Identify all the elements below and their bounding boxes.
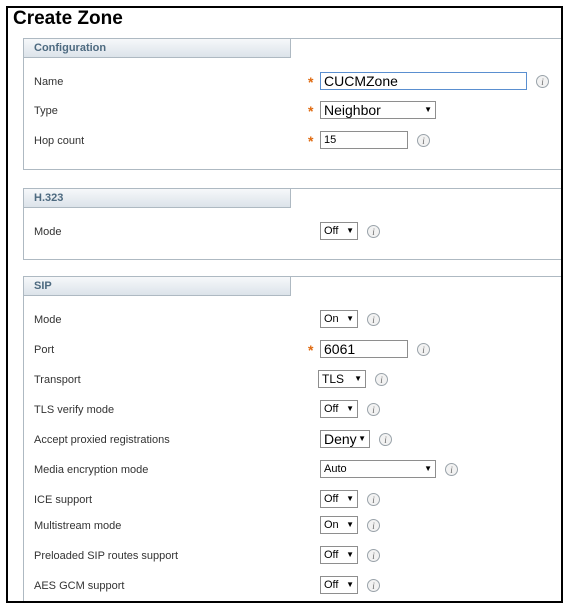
name-row <box>24 72 563 94</box>
ice-support-value: Off <box>324 493 339 505</box>
ice-support-select[interactable] <box>320 490 358 508</box>
media-encryption-value: Auto <box>324 463 347 475</box>
info-icon[interactable]: i <box>367 519 380 532</box>
h323-section <box>23 188 563 260</box>
tls-verify-row <box>24 400 563 422</box>
media-encryption-select[interactable] <box>320 460 436 478</box>
info-icon[interactable]: i <box>417 134 430 147</box>
aes-gcm-row <box>24 576 563 598</box>
h323-mode-label: Mode <box>34 226 62 238</box>
accept-proxied-select[interactable] <box>320 430 370 448</box>
chevron-down-icon: ▼ <box>346 494 354 503</box>
tls-verify-select[interactable] <box>320 400 358 418</box>
required-icon: * <box>308 103 314 119</box>
sip-section <box>23 276 563 603</box>
chevron-down-icon: ▼ <box>346 550 354 559</box>
aes-gcm-label: AES GCM support <box>34 580 125 592</box>
h323-mode-row <box>24 222 563 244</box>
info-icon[interactable]: i <box>536 75 549 88</box>
transport-select[interactable] <box>318 370 366 388</box>
hop-count-input[interactable]: 15 <box>320 131 408 149</box>
sip-mode-value: On <box>324 313 339 325</box>
chevron-down-icon: ▼ <box>346 404 354 413</box>
transport-value: TLS <box>322 372 345 386</box>
chevron-down-icon: ▼ <box>346 226 354 235</box>
required-icon: * <box>308 342 314 358</box>
info-icon[interactable]: i <box>367 493 380 506</box>
h323-heading: H.323 <box>23 188 291 208</box>
sip-mode-row <box>24 310 563 332</box>
chevron-down-icon: ▼ <box>424 105 432 114</box>
info-icon[interactable]: i <box>367 579 380 592</box>
info-icon[interactable]: i <box>367 403 380 416</box>
type-select[interactable] <box>320 101 436 119</box>
info-icon[interactable]: i <box>367 549 380 562</box>
sip-mode-label: Mode <box>34 314 62 326</box>
create-zone-panel <box>6 6 563 603</box>
ice-support-label: ICE support <box>34 494 93 506</box>
info-icon[interactable]: i <box>367 225 380 238</box>
chevron-down-icon: ▼ <box>346 520 354 529</box>
sip-mode-select[interactable] <box>320 310 358 328</box>
multistream-label: Multistream mode <box>34 520 122 532</box>
port-label: Port <box>34 344 55 356</box>
sip-heading: SIP <box>23 276 291 296</box>
aes-gcm-select[interactable] <box>320 576 358 594</box>
media-encryption-row <box>24 460 563 482</box>
chevron-down-icon: ▼ <box>346 314 354 323</box>
accept-proxied-label: Accept proxied registrations <box>34 434 170 446</box>
tls-verify-label: TLS verify mode <box>34 404 115 416</box>
info-icon[interactable]: i <box>375 373 388 386</box>
multistream-select[interactable] <box>320 516 358 534</box>
aes-gcm-value: Off <box>324 579 339 591</box>
info-icon[interactable]: i <box>445 463 458 476</box>
ice-support-row <box>24 490 563 512</box>
type-select-value: Neighbor <box>324 102 381 118</box>
accept-proxied-row <box>24 430 563 452</box>
configuration-heading: Configuration <box>23 38 291 58</box>
required-icon: * <box>308 133 314 149</box>
tls-verify-value: Off <box>324 403 339 415</box>
chevron-down-icon: ▼ <box>424 464 432 473</box>
multistream-value: On <box>324 519 339 531</box>
transport-row <box>24 370 563 392</box>
type-row <box>24 101 563 123</box>
h323-mode-value: Off <box>324 225 339 237</box>
info-icon[interactable]: i <box>417 343 430 356</box>
name-label: Name <box>34 76 64 88</box>
preloaded-routes-row <box>24 546 563 568</box>
hop-count-label: Hop count <box>34 135 85 147</box>
preloaded-routes-value: Off <box>324 549 339 561</box>
chevron-down-icon: ▼ <box>354 374 362 383</box>
preloaded-routes-label: Preloaded SIP routes support <box>34 550 179 562</box>
multistream-row <box>24 516 563 538</box>
preloaded-routes-select[interactable] <box>320 546 358 564</box>
media-encryption-label: Media encryption mode <box>34 464 149 476</box>
chevron-down-icon: ▼ <box>358 434 366 443</box>
name-input[interactable]: CUCMZone <box>320 72 527 90</box>
type-label: Type <box>34 105 58 117</box>
required-icon: * <box>308 74 314 90</box>
accept-proxied-value: Deny <box>324 431 357 447</box>
chevron-down-icon: ▼ <box>346 580 354 589</box>
configuration-section <box>23 38 563 170</box>
transport-label: Transport <box>34 374 81 386</box>
port-row <box>24 340 563 362</box>
port-input[interactable]: 6061 <box>320 340 408 358</box>
page-title: Create Zone <box>13 8 123 29</box>
hop-count-row <box>24 131 563 153</box>
info-icon[interactable]: i <box>379 433 392 446</box>
h323-mode-select[interactable] <box>320 222 358 240</box>
info-icon[interactable]: i <box>367 313 380 326</box>
